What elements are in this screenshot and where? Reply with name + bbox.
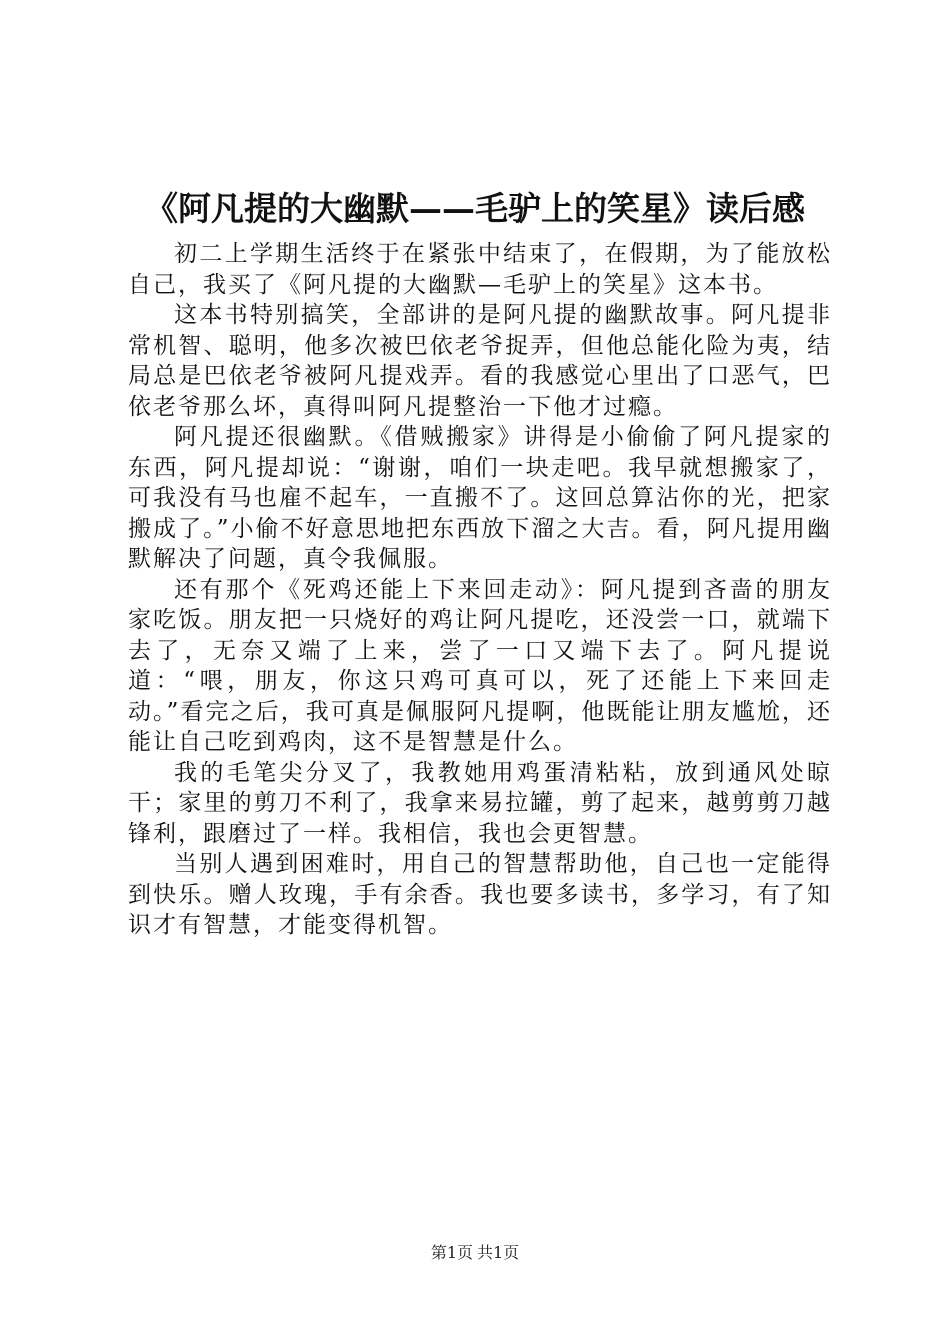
paragraph-6: 当别人遇到困难时，用自己的智慧帮助他，自己也一定能得到快乐。赠人玫瑰，手有余香。我也要多读书，多学习，有了知识才有智慧，才能变得机智。 — [128, 851, 832, 938]
page-footer — [0, 1243, 950, 1263]
paragraph-5: 我的毛笔尖分叉了，我教她用鸡蛋清粘粘，放到通风处晾干；家里的剪刀不利了，我拿来易拉罐，剪了起来，越剪剪刀越锋利，跟磨过了一样。我相信，我也会更智慧。 — [128, 759, 832, 847]
paragraph-4: 还有那个《死鸡还能上下来回走动》：阿凡提到吝啬的朋友家吃饭。朋友把一只烧好的鸡让阿凡提吃，还没尝一口，就端下去了，无奈又端了上来，尝了一口又端下去了。阿凡提说道：“喂，朋友，你这只鸡可真可以，死了还能上下来回走动。”看完之后，我可真是佩服阿凡提啊，他既能让朋友尴尬，还能让自己吃到鸡肉，这不是智慧是什么。 — [128, 576, 832, 755]
document-title: 《阿凡提的大幽默——毛驴上的笑星》读后感 — [145, 189, 805, 228]
paragraph-2: 这本书特别搞笑，全部讲的是阿凡提的幽默故事。阿凡提非常机智、聪明，他多次被巴依老爷捉弄，但他总能化险为夷，结局总是巴依老爷被阿凡提戏弄。看的我感觉心里出了口恶气，巴依老爷那么坏，真得叫阿凡提整治一下他才过瘾。 — [128, 302, 832, 420]
document-body — [128, 239, 832, 941]
page-number: 第1页 — [430, 1243, 473, 1262]
paragraph-1: 初二上学期生活终于在紧张中结束了，在假期，为了能放松自己，我买了《阿凡提的大幽默—毛驴上的笑星》这本书。 — [128, 241, 832, 298]
page-total: 共1页 — [477, 1243, 520, 1262]
paragraph-3: 阿凡提还很幽默。《借贼搬家》讲得是小偷偷了阿凡提家的东西，阿凡提却说：“谢谢，咱们一块走吧。我早就想搬家了，可我没有马也雇不起车，一直搬不了。这回总算沾你的光，把家搬成了。”小偷不好意思地把东西放下溜之大吉。看，阿凡提用幽默解决了问题，真令我佩服。 — [128, 424, 832, 572]
